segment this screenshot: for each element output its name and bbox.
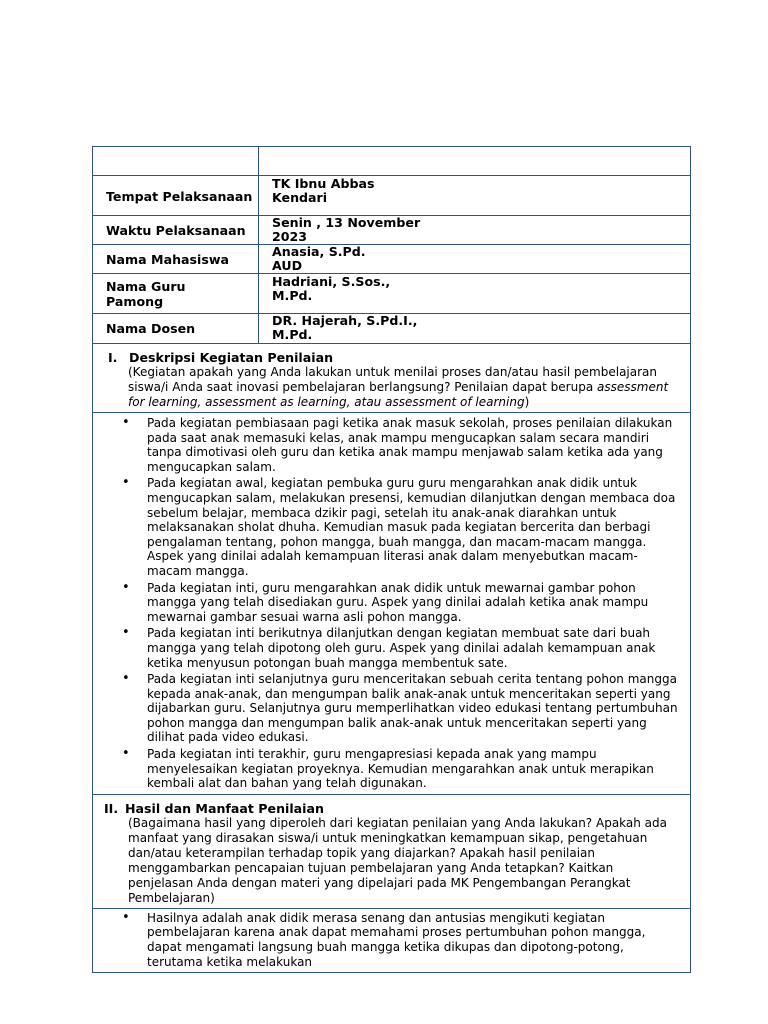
bullet-icon: • (122, 475, 130, 491)
section2-title (104, 801, 682, 816)
section2-number: II. (104, 800, 119, 816)
section2-bullets-row (93, 908, 691, 972)
list-item-text: Hasilnya adalah anak didik merasa senang dan antusias mengikuti kegiatan pembelajaran karena anak dapat memahami proses pertumbuhan pohon mangga, dapat mengamati langsung buah mangga ketika dikupas dan dipotong-potong, terutama ketika melakukan (147, 910, 646, 969)
list-item (121, 911, 678, 969)
bullet-icon: • (122, 909, 130, 925)
list-item (121, 581, 678, 625)
section1-title (108, 350, 682, 365)
table-row (93, 274, 691, 314)
section1-bullets-row (93, 413, 691, 795)
list-item (121, 476, 678, 578)
row-label (93, 147, 259, 176)
section1-title-text: Deskripsi Kegiatan Penilaian (129, 350, 334, 365)
row-label-guru-pamong: Nama Guru Pamong (93, 274, 259, 314)
list-item (121, 626, 678, 670)
section1-header (93, 344, 691, 413)
section2-header-row (93, 794, 691, 908)
bullet-icon: • (122, 415, 130, 430)
list-item-text: Pada kegiatan inti terakhir, guru mengapresiasi kepada anak yang mampu menyelesaikan kegiatan proyeknya. Kemudian mengarahkan anak untuk merapikan kembali alat dan bahan yang telah digunakan. (147, 747, 654, 791)
list-item-text: Pada kegiatan inti selanjutnya guru menceritakan sebuah cerita tentang pohon mangga kepada anak-anak, dan mengumpan balik anak-anak untuk menceritakan seperti yang dijabarkan guru. Selanjutnya guru memperlihatkan video edukasi tentang pertumbuhan pohon mangga dan mengumpan balik anak-anak untuk menceritakan seperti yang dilihat pada video edukasi. (147, 672, 678, 745)
row-value (259, 147, 691, 176)
section1-number: I. (108, 350, 118, 365)
list-item-text: Pada kegiatan pembiasaan pagi ketika anak masuk sekolah, proses penilaian dilakukan pada saat anak memasuki kelas, anak mampu mengucapkan salam secara mandiri tanpa dimotivasi oleh guru dan ketika anak mampu menjawab salam ketika ada yang mengucapkan salam. (147, 416, 673, 474)
section2-bullet-list (121, 911, 678, 969)
row-label-mahasiswa: Nama Mahasiswa (93, 245, 259, 274)
row-label-waktu: Waktu Pelaksanaan (93, 216, 259, 245)
section1-header-row (93, 344, 691, 413)
report-table (92, 146, 691, 973)
section2-header (93, 794, 691, 908)
bullet-icon: • (122, 579, 130, 595)
section2-description: (Bagaimana hasil yang diperoleh dari kegiatan penilaian yang Anda lakukan? Apakah ada manfaat yang dirasakan siswa/i untuk meningkatkan kemampuan sikap, pengetahuan dan/atau keterampilan terhadap topik yang diajarkan? Apakah hasil penilaian menggambarkan pencapaian tujuan pembelajaran yang Anda tetapkan? Kaitkan penjelasan Anda dengan materi yang dipelajari pada MK Pengembangan Perangkat Pembelajaran) (128, 815, 668, 905)
list-item-text: Pada kegiatan inti berikutnya dilanjutkan dengan kegiatan membuat sate dari buah mangga yang telah dipotong oleh guru. Aspek yang dinilai adalah kemampuan anak ketika menyusun potongan buah mangga membentuk sate. (147, 626, 656, 670)
row-value-dosen: DR. Hajerah, S.Pd.I., M.Pd. (259, 314, 691, 344)
section1-bullets (93, 413, 691, 795)
section1-bullet-list (121, 416, 678, 791)
bullet-icon: • (122, 746, 130, 762)
section2-title-text: Hasil dan Manfaat Penilaian (125, 800, 324, 816)
section1-description: (Kegiatan apakah yang Anda lakukan untuk menilai proses dan/atau hasil pembelajaran siswa/i Anda saat inovasi pembelajaran berlangsung? Penilaian dapat berupa assessment for learning, assessment as learning, atau assessment of learning) (128, 365, 669, 409)
table-row (93, 314, 691, 344)
bullet-icon: • (122, 671, 130, 687)
bullet-icon: • (122, 625, 130, 641)
section2-bullets (93, 908, 691, 972)
row-label-tempat: Tempat Pelaksanaan (93, 176, 259, 216)
table-row (93, 245, 691, 274)
row-value-waktu: Senin , 13 November 2023 (259, 216, 691, 245)
list-item (121, 672, 678, 745)
list-item (121, 747, 678, 791)
row-value-tempat: TK Ibnu Abbas Kendari (259, 176, 691, 216)
row-value-mahasiswa: Anasia, S.Pd. AUD (259, 245, 691, 274)
row-value-guru-pamong: Hadriani, S.Sos., M.Pd. (259, 274, 691, 314)
list-item (121, 416, 678, 474)
list-item-text: Pada kegiatan inti, guru mengarahkan anak didik untuk mewarnai gambar pohon mangga yang telah disediakan guru. Aspek yang dinilai adalah ketika anak mampu mewarnai gambar sesuai warna asli pohon mangga. (147, 580, 649, 624)
row-label-dosen: Nama Dosen (93, 314, 259, 344)
list-item-text: Pada kegiatan awal, kegiatan pembuka guru guru mengarahkan anak didik untuk mengucapkan salam, melakukan presensi, kemudian dilanjutkan dengan membaca doa sebelum belajar, membaca dzikir pagi, setelah itu anak-anak diarahkan untuk melaksanakan sholat dhuha. Kemudian masuk pada kegiatan bercerita dan berbagi pengalaman tentang, pohon mangga, buah mangga, dan macam-macam mangga. Aspek yang dinilai adalah kemampuan literasi anak dalam menyebutkan macam-macam mangga. (147, 476, 676, 578)
table-row-header (93, 147, 691, 176)
table-row (93, 176, 691, 216)
table-row (93, 216, 691, 245)
